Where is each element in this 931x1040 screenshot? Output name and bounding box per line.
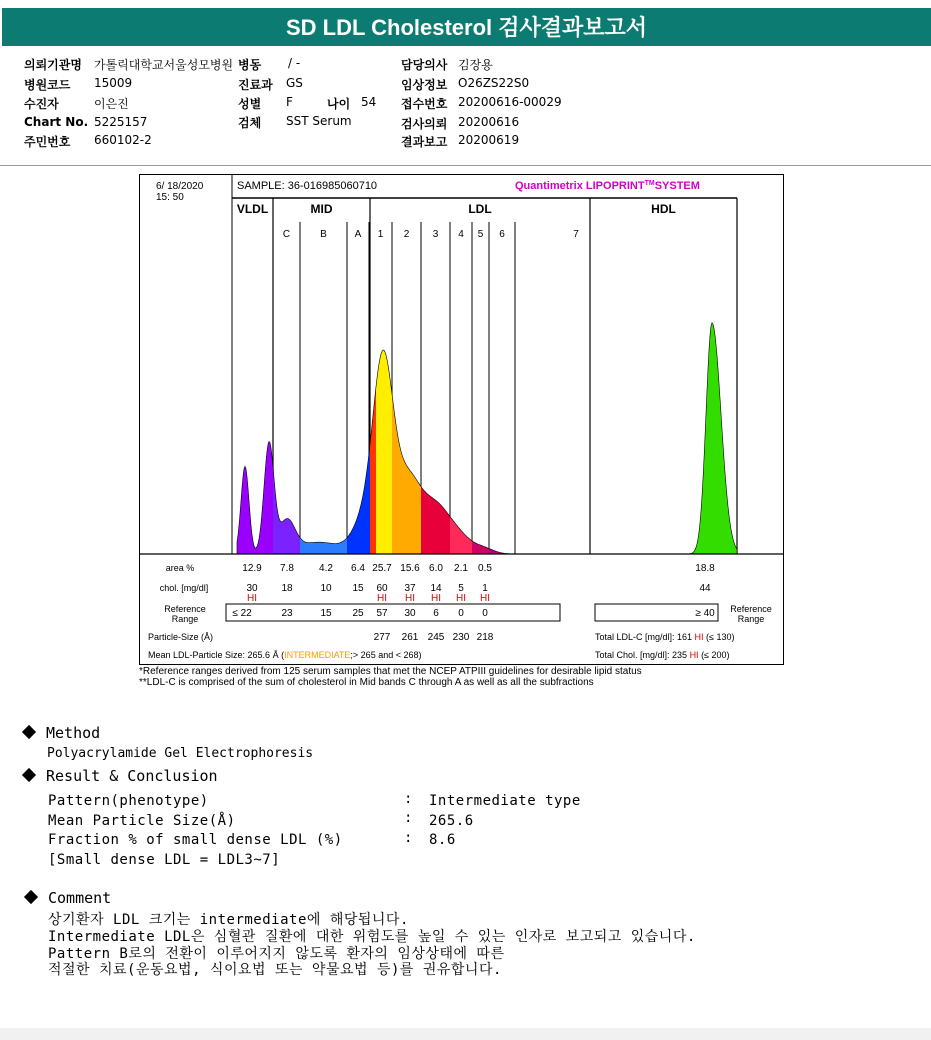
diamond-bullet-icon [22, 768, 36, 782]
chol-hdl: 44 [699, 583, 711, 594]
chol-a: 15 [352, 583, 364, 594]
group-label-ldl: LDL [468, 202, 492, 216]
group-label-hdl: HDL [651, 202, 676, 216]
reference-ldl5: 0 [482, 608, 488, 619]
hospital-label: 의뢰기관명 [24, 58, 82, 72]
chol-c: 18 [281, 583, 293, 594]
clinical-info-label: 임상정보 [401, 78, 448, 92]
row-label-ref-1: Reference [164, 604, 206, 614]
group-label-mid: MID [310, 202, 333, 216]
method-section [24, 724, 100, 742]
row-label-area: area % [165, 563, 195, 573]
row-label-ref-2: Range [171, 614, 199, 624]
ward-value: / - [288, 56, 301, 70]
area-pct-ldl3: 6.0 [429, 563, 443, 574]
chol-flag-ldl5: HI [480, 593, 490, 604]
hospital-code-value: 15009 [94, 76, 133, 90]
ward-label: 병동 [238, 58, 262, 72]
sex-value: F [286, 95, 293, 109]
report-date-label: 결과보고 [401, 135, 448, 149]
band-label-4: 4 [458, 229, 464, 240]
result-value-1: 265.6 [429, 813, 474, 829]
hospital-code-label: 병원코드 [24, 78, 71, 92]
reference-ldl2: 30 [404, 608, 416, 619]
specimen-value: SST Serum [286, 114, 352, 128]
chol-flag-ldl3: HI [431, 593, 441, 604]
result-label-0: Pattern(phenotype) [48, 793, 209, 809]
doctor-value: 김장용 [458, 58, 493, 72]
band-label-6: 6 [499, 229, 505, 240]
band-label-3: 3 [432, 229, 439, 240]
comment-line-1: Intermediate LDL은 심혈관 질환에 대한 위험도를 높일 수 있는 인자로 보고되고 있습니다. [48, 929, 696, 945]
lipoprint-chart [139, 174, 784, 665]
band-label-7: 7 [573, 229, 579, 240]
sample-id: SAMPLE: 36-016985060710 [237, 180, 378, 192]
result-colon-0: : [404, 791, 413, 807]
footnote-2: **LDL-C is comprised of the sum of cholesterol in Mid bands C through A as well as all the subfractions [139, 677, 594, 688]
result-colon-1: : [404, 810, 413, 826]
chol-b: 10 [320, 583, 332, 594]
request-date-label: 검사의뢰 [401, 117, 448, 131]
chol-flag-ldl2: HI [405, 593, 415, 604]
resident-no-label: 주민번호 [24, 135, 71, 149]
divider [0, 165, 931, 166]
diamond-bullet-icon [22, 725, 36, 739]
hospital-value: 가톨릭대학교서울성모병원 [94, 58, 234, 72]
band-label-c: C [282, 229, 291, 240]
area-pct-ldl2: 15.6 [400, 563, 420, 574]
reference-ldl1: 57 [376, 608, 388, 619]
specimen-label: 검체 [238, 116, 262, 130]
comment-line-3: 적절한 치료(운동요법, 식이요법 또는 약물요법 등)를 권유합니다. [48, 962, 502, 978]
chol-ldl3: 14 [430, 583, 442, 594]
receipt-no-value: 20200616-00029 [458, 95, 562, 109]
mean-size-line: Mean LDL-Particle Size: 265.6 Å (INTERMEDIATE;> 265 and < 268) [148, 650, 422, 660]
particle-size-ldl3: 245 [427, 632, 445, 643]
age-label: 나이 [327, 97, 351, 111]
comment-line-0: 상기환자 LDL 크기는 intermediate에 해당됩니다. [48, 912, 409, 928]
particle-size-ldl5: 218 [476, 632, 494, 643]
chart-time: 15: 50 [156, 192, 184, 203]
total-ldl-line: Total LDL-C [mg/dl]: 161 HI (≤ 130) [595, 632, 735, 642]
result-value-2: 8.6 [429, 832, 456, 848]
reference-c: 23 [281, 608, 293, 619]
report-title: SD LDL Cholesterol 검사결과보고서 [2, 8, 931, 46]
band-label-b: B [320, 229, 327, 240]
band-label-2: 2 [403, 229, 410, 240]
sex-label: 성별 [238, 97, 262, 111]
chol-ldl2: 37 [404, 583, 416, 594]
chart-svg [139, 174, 784, 665]
receipt-no-label: 접수번호 [401, 97, 448, 111]
band-label-1: 1 [377, 229, 384, 240]
chol-vldl: 30 [246, 583, 258, 594]
bottom-band [0, 1028, 931, 1040]
report-date-value: 20200619 [458, 133, 520, 147]
area-pct-ldl4: 2.1 [454, 563, 468, 574]
method-text: Polyacrylamide Gel Electrophoresis [47, 746, 314, 761]
reference-ldl4: 0 [458, 608, 464, 619]
reference-b: 15 [320, 608, 332, 619]
area-pct-a: 6.4 [351, 563, 365, 574]
row-label-particle: Particle-Size (Å) [148, 632, 214, 642]
comment-section [26, 889, 111, 907]
diamond-bullet-icon [24, 890, 38, 904]
area-pct-vldl: 12.9 [242, 563, 262, 574]
row-label-ref-right-1: Reference [730, 604, 772, 614]
chol-ldl4: 5 [458, 583, 464, 594]
particle-size-ldl4: 230 [452, 632, 470, 643]
result-section [24, 767, 218, 785]
brand-text: Quantimetrix LIPOPRINT™SYSTEM [515, 180, 700, 192]
reference-ldl3: 6 [433, 608, 439, 619]
method-heading: Method [46, 724, 101, 742]
area-pct-c: 7.8 [280, 563, 294, 574]
clinical-info-value: O26ZS22S0 [458, 76, 530, 90]
chol-flag-vldl: HI [247, 593, 257, 604]
reference-a: 25 [352, 608, 364, 619]
reference-vldl: ≤ 22 [232, 608, 252, 619]
particle-size-ldl2: 261 [401, 632, 419, 643]
chart-no-label: Chart No. [24, 115, 89, 129]
result-heading: Result & Conclusion [46, 767, 218, 785]
band-label-a: A [354, 229, 362, 240]
department-value: GS [286, 76, 303, 90]
chart-date: 6/ 18/2020 [156, 181, 204, 192]
total-chol-line: Total Chol. [mg/dl]: 235 HI (≤ 200) [595, 650, 730, 660]
chol-flag-ldl1: HI [377, 593, 387, 604]
department-label: 진료과 [238, 78, 273, 92]
comment-heading: Comment [48, 889, 112, 907]
comment-line-2: Pattern B로의 전환이 이루어지지 않도록 환자의 임상상태에 따른 [48, 946, 505, 962]
area-pct-ldl5: 0.5 [478, 563, 492, 574]
chart-no-value: 5225157 [94, 115, 148, 129]
patient-value: 이은진 [94, 97, 129, 111]
area-pct-hdl: 18.8 [695, 563, 715, 574]
result-colon-2: : [404, 830, 413, 846]
row-label-chol: chol. [mg/dl] [159, 583, 209, 593]
result-note: [Small dense LDL = LDL3~7] [48, 852, 281, 868]
area-pct-b: 4.2 [319, 563, 333, 574]
result-value-0: Intermediate type [429, 793, 581, 809]
resident-no-value: 660102-2 [94, 133, 152, 147]
particle-size-ldl1: 277 [373, 632, 391, 643]
group-label-vldl: VLDL [236, 202, 269, 216]
reference-hdl: ≥ 40 [695, 608, 715, 619]
area-pct-ldl1: 25.7 [372, 563, 392, 574]
row-label-ref-right-2: Range [737, 614, 765, 624]
band-label-5: 5 [477, 229, 484, 240]
result-label-1: Mean Particle Size(Å) [48, 813, 236, 829]
age-value: 54 [361, 95, 377, 109]
doctor-label: 담당의사 [401, 58, 448, 72]
chol-ldl5: 1 [482, 583, 488, 594]
chol-ldl1: 60 [376, 583, 388, 594]
result-label-2: Fraction % of small dense LDL (%) [48, 832, 343, 848]
chol-flag-ldl4: HI [456, 593, 466, 604]
request-date-value: 20200616 [458, 115, 520, 129]
footnote-1: *Reference ranges derived from 125 serum samples that met the NCEP ATPIII guidelines for desirable lipid status [139, 666, 642, 677]
patient-label: 수진자 [24, 97, 59, 111]
